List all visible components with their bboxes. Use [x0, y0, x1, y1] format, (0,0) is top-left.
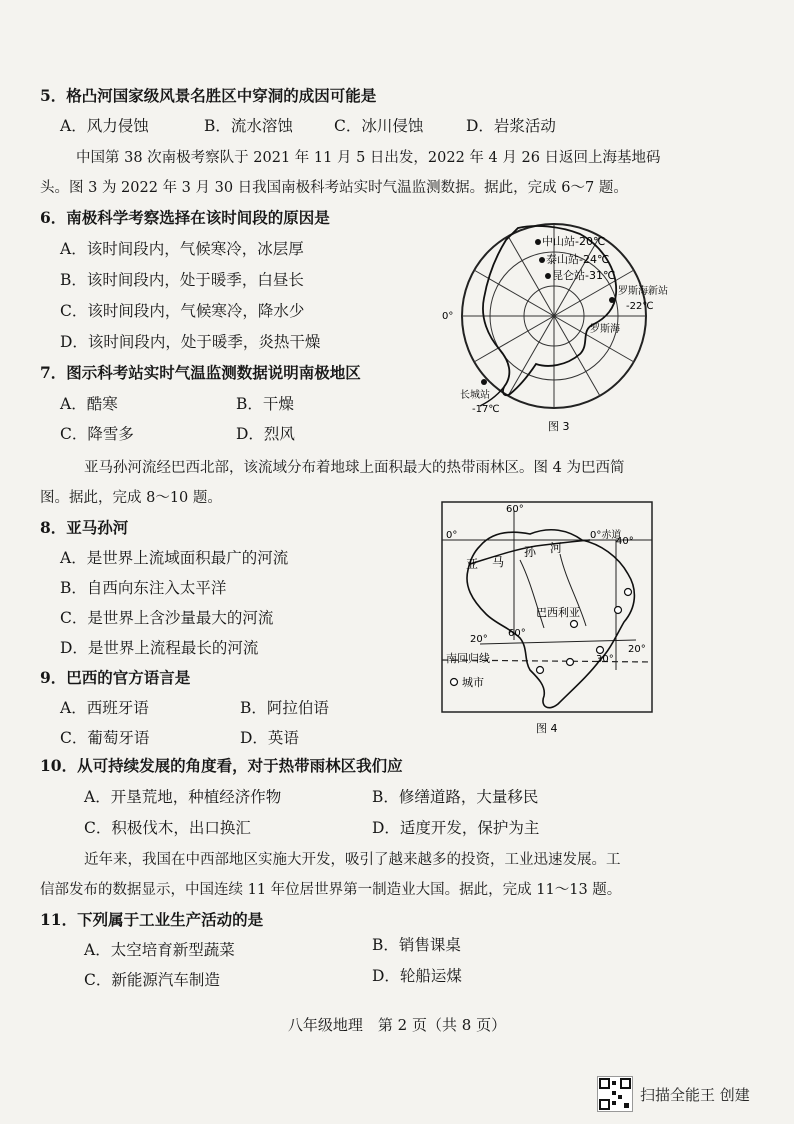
q6-option-c: C．该时间段内，气候寒冷，降水少	[60, 302, 305, 320]
label-lon30: 30°	[596, 654, 614, 665]
q9-option-c: C．葡萄牙语	[60, 729, 150, 747]
q9-option-b: B．阿拉伯语	[240, 699, 329, 717]
label-equator: 0°赤道	[590, 530, 622, 541]
q8-option-d: D．是世界上流程最长的河流	[60, 639, 259, 657]
passage1-line1: 中国第 38 次南极考察队于 2021 年 11 月 5 日出发，2022 年 4 月 26 日返回上海基地码	[76, 150, 661, 166]
q10-option-b: B．修缮道路，大量移民	[372, 788, 539, 806]
q9-stem: 9．巴西的官方语言是	[40, 668, 191, 687]
city-east-coast	[615, 607, 622, 614]
q6-stem: 6．南极科学考察选择在该时间段的原因是	[40, 208, 330, 227]
passage3-line1: 近年来，我国在中西部地区实施大开发，吸引了越来越多的投资，工业迅速发展。工	[84, 852, 621, 868]
q7-option-c: C．降雪多	[60, 425, 134, 443]
q6-option-b: B．该时间段内，处于暖季，白昼长	[60, 271, 304, 289]
label-ma: 马	[492, 555, 505, 569]
figure3-antarctica-map	[440, 216, 690, 436]
label-lat0-left: 0°	[446, 530, 458, 541]
q7-option-a: A．酷寒	[60, 395, 118, 413]
q11-option-d: D．轮船运煤	[372, 967, 462, 985]
label-luosihai-station: 罗斯海新站	[618, 286, 668, 297]
label-lat20-right: 20°	[628, 644, 646, 655]
figure3-caption: 图 3	[548, 420, 570, 433]
passage1-line2: 头。图 3 为 2022 年 3 月 30 日我国南极科考站实时气温监测数据。据此，完成 6～7 题。	[40, 180, 628, 196]
q11-option-c: C．新能源汽车制造	[84, 971, 220, 989]
q7-stem: 7．图示科考站实时气温监测数据说明南极地区	[40, 363, 361, 382]
label-ya: 亚	[466, 557, 479, 571]
label-taishan: 泰山站-24℃	[546, 253, 610, 266]
q5-option-b: B．流水溶蚀	[204, 117, 293, 135]
label-sun: 孙	[524, 545, 537, 559]
label-brasilia: 巴西利亚	[536, 606, 580, 619]
q6-option-d: D．该时间段内，处于暖季，炎热干燥	[60, 333, 321, 351]
q10-option-d: D．适度开发，保护为主	[372, 819, 540, 837]
label-zero-meridian: 0°	[442, 311, 454, 322]
q7-option-d: D．烈风	[236, 425, 295, 443]
q9-option-a: A．西班牙语	[60, 699, 149, 717]
passage2-line2: 图。据此，完成 8～10 题。	[40, 490, 222, 506]
passage3-line2: 信部发布的数据显示，中国连续 11 年位居世界第一制造业大国。据此，完成 11～13 题。	[40, 882, 622, 898]
label-changcheng: 长城站	[460, 390, 490, 401]
q5-option-d: D．岩浆活动	[466, 117, 556, 135]
changcheng-station-dot	[481, 379, 487, 385]
label-ross-sea: 罗斯海	[590, 324, 620, 335]
label-luosihai-temp: -22℃	[626, 301, 654, 312]
q10-option-a: A．开垦荒地，种植经济作物	[84, 788, 282, 806]
luosihai-station-dot	[609, 297, 615, 303]
qr-code-icon	[597, 1076, 633, 1112]
q5-option-c: C．冰川侵蚀	[334, 117, 424, 135]
taishan-station-dot	[539, 257, 545, 263]
label-changcheng-temp: -17℃	[472, 404, 500, 415]
label-kunlun: 昆仑站-31℃	[552, 269, 616, 282]
label-lon60-bottom: 60°	[508, 628, 526, 639]
label-lon60-top: 60°	[506, 504, 524, 515]
city-southeast	[597, 647, 604, 654]
q9-option-d: D．英语	[240, 729, 299, 747]
label-lat20-left: 20°	[470, 634, 488, 645]
city-brasilia	[571, 621, 578, 628]
label-lon40: 40°	[616, 536, 634, 547]
q8-option-c: C．是世界上含沙量最大的河流	[60, 609, 274, 627]
figure4-caption: 图 4	[536, 722, 558, 735]
kunlun-station-dot	[545, 273, 551, 279]
q7-option-b: B．干燥	[236, 395, 294, 413]
antarctica-outline	[483, 226, 616, 395]
q11-option-a: A．太空培育新型蔬菜	[84, 941, 235, 959]
q8-stem: 8．亚马孙河	[40, 518, 129, 537]
q5-option-a: A．风力侵蚀	[60, 117, 149, 135]
city-far-south	[537, 667, 544, 674]
q11-stem: 11．下列属于工业生产活动的是	[40, 910, 264, 929]
label-zhongshan: 中山站-20℃	[542, 235, 606, 248]
q6-option-a: A．该时间段内，气候寒冷，冰层厚	[60, 240, 304, 258]
city-northeast	[625, 589, 632, 596]
scanner-watermark: 扫描全能王 创建	[640, 1086, 750, 1104]
q8-option-b: B．自西向东注入太平洋	[60, 579, 227, 597]
figure4-brazil-map	[440, 500, 656, 740]
q11-option-b: B．销售课桌	[372, 936, 461, 954]
label-tropic: 南回归线	[446, 652, 490, 665]
legend-city-symbol	[451, 679, 458, 686]
q10-option-c: C．积极伐木，出口换汇	[84, 819, 251, 837]
q8-option-a: A．是世界上流域面积最广的河流	[60, 549, 289, 567]
label-city-legend: 城市	[462, 676, 484, 689]
page-footer: 八年级地理 第 2 页（共 8 页）	[287, 1016, 507, 1034]
passage2-line1: 亚马孙河流经巴西北部，该流域分布着地球上面积最大的热带雨林区。图 4 为巴西简	[84, 460, 625, 476]
q5-stem: 5．格凸河国家级风景名胜区中穿洞的成因可能是	[40, 86, 377, 105]
zhongshan-station-dot	[535, 239, 541, 245]
city-south	[567, 659, 574, 666]
q10-stem: 10．从可持续发展的角度看，对于热带雨林区我们应	[40, 756, 403, 775]
label-he: 河	[550, 541, 563, 555]
